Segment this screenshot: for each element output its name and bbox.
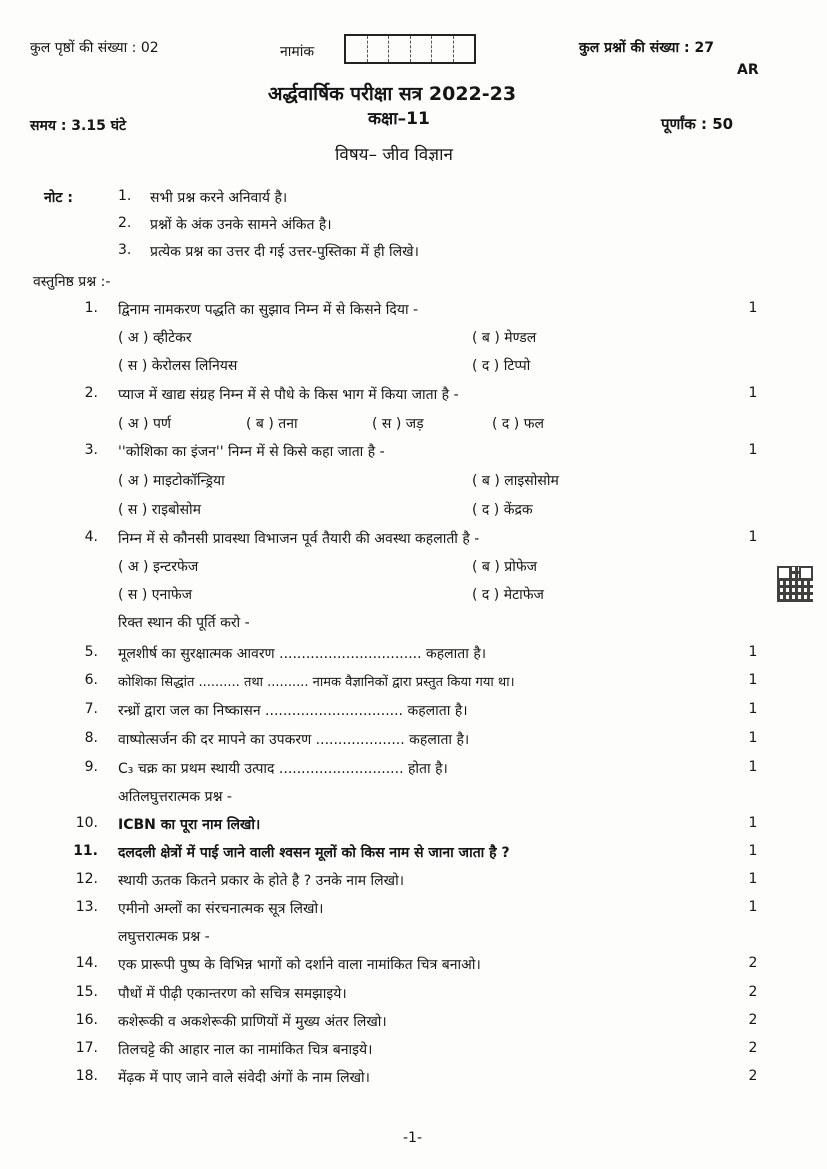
question-number: 17. — [75, 1040, 98, 1056]
question-row — [0, 1040, 827, 1066]
note-text: प्रश्नों के अंक उनके सामने अंकित है। — [150, 217, 332, 233]
option-a: ( अ ) पर्ण — [118, 416, 172, 432]
question-number: 11. — [73, 843, 98, 859]
question-number: 10. — [75, 815, 98, 831]
question-text: रन्ध्रों द्वारा जल का निष्कासन ............................... कहलाता है। — [118, 703, 468, 719]
question-row — [0, 701, 827, 727]
question-number: 8. — [84, 730, 98, 746]
question-text: C₃ चक्र का प्रथम स्थायी उत्पाद ............................ होता है। — [118, 761, 448, 777]
option-c: ( स ) राइबोसोम — [118, 502, 202, 518]
time-label: समय : 3.15 घंटे — [30, 118, 127, 134]
question-row — [0, 815, 827, 841]
section-heading-fill-blanks: रिक्त स्थान की पूर्ति करो - — [118, 615, 250, 631]
question-marks: 1 — [748, 385, 758, 401]
question-row — [0, 644, 827, 670]
note-text: प्रत्येक प्रश्न का उत्तर दी गई उत्तर-पुस्तिका में ही लिखे। — [150, 244, 419, 260]
question-text: ''कोशिका का इंजन'' निम्न में से किसे कहा जाता है - — [118, 444, 385, 460]
option-b: ( ब ) मेण्डल — [472, 330, 537, 346]
question-text: पौधों में पीढ़ी एकान्तरण को सचित्र समझाइये। — [118, 986, 347, 1002]
question-row — [0, 1068, 827, 1094]
question-number: 9. — [84, 759, 98, 775]
option-b: ( ब ) प्रोफेज — [472, 559, 538, 575]
question-row — [0, 1012, 827, 1038]
paper-code: AR — [737, 62, 759, 78]
option-a: ( अ ) माइटोकॉन्ड्रिया — [118, 473, 225, 489]
question-text: द्विनाम नामकरण पद्धति का सुझाव निम्न में से किसने दिया - — [118, 302, 419, 318]
question-number: 3. — [84, 442, 98, 458]
question-marks: 1 — [748, 644, 758, 660]
question-marks: 1 — [748, 701, 758, 717]
question-text: मेंढ़क में पाए जाने वाले संवेदी अंगों के नाम लिखो। — [118, 1070, 370, 1086]
question-number: 18. — [75, 1068, 98, 1084]
class-label: कक्षा–11 — [368, 109, 430, 129]
question-marks: 1 — [748, 899, 758, 915]
question-number: 1. — [84, 300, 98, 316]
question-row — [0, 871, 827, 897]
question-marks: 2 — [748, 1040, 758, 1056]
question-row — [0, 385, 827, 411]
option-a: ( अ ) इन्टरफेज — [118, 559, 199, 575]
option-d: ( द ) केंद्रक — [472, 502, 533, 518]
section-heading-objective: वस्तुनिष्ठ प्रश्न :- — [33, 274, 111, 290]
question-number: 14. — [75, 955, 98, 971]
question-number: 12. — [75, 871, 98, 887]
question-marks: 1 — [748, 815, 758, 831]
question-text: तिलचट्टे की आहार नाल का नामांकित चित्र बनाइये। — [118, 1042, 373, 1058]
question-number: 7. — [84, 701, 98, 717]
question-number: 4. — [84, 529, 98, 545]
section-heading-short: लघुत्तरात्मक प्रश्न - — [118, 929, 210, 945]
qr-code — [777, 566, 813, 602]
question-text: निम्न में से कौनसी प्रावस्था विभाजन पूर्व तैयारी की अवस्था कहलाती है - — [118, 531, 480, 547]
question-marks: 1 — [748, 529, 758, 545]
note-label: नोट : — [44, 190, 73, 206]
note-number: 1. — [118, 188, 132, 204]
option-d: ( द ) टिप्पो — [472, 358, 531, 374]
question-marks: 1 — [748, 300, 758, 316]
roll-number-label: नामांक — [280, 44, 315, 60]
question-row — [0, 955, 827, 981]
note-text: सभी प्रश्न करने अनिवार्य है। — [150, 190, 288, 206]
question-marks: 1 — [748, 843, 758, 859]
question-text: प्याज में खाद्य संग्रह निम्न में से पौधे के किस भाग में किया जाता है - — [118, 387, 459, 403]
question-number: 2. — [84, 385, 98, 401]
question-text: कशेरूकी व अकशेरूकी प्राणियों में मुख्य अंतर लिखो। — [118, 1014, 387, 1030]
exam-title: अर्द्धवार्षिक परीक्षा सत्र 2022-23 — [268, 83, 517, 105]
question-row — [0, 730, 827, 756]
option-c: ( स ) केरोलस लिनियस — [118, 358, 238, 374]
question-row — [0, 529, 827, 555]
option-b: ( ब ) लाइसोसोम — [472, 473, 559, 489]
question-row — [0, 843, 827, 869]
question-text: कोशिका सिद्धांत .......... तथा .......... नामक वैज्ञानिकों द्वारा प्रस्तुत किया गया था। — [118, 675, 515, 690]
question-number: 13. — [75, 899, 98, 915]
option-a: ( अ ) व्हीटेकर — [118, 330, 192, 346]
full-marks: पूर्णांक : 50 — [661, 115, 734, 133]
question-marks: 1 — [748, 759, 758, 775]
roll-number-box — [344, 34, 476, 64]
question-number: 6. — [84, 672, 98, 688]
question-marks: 1 — [748, 442, 758, 458]
option-d: ( द ) मेटाफेज — [472, 587, 544, 603]
option-c: ( स ) जड़ — [372, 416, 424, 432]
question-number: 16. — [75, 1012, 98, 1028]
question-marks: 2 — [748, 1068, 758, 1084]
question-text: एमीनो अम्लों का संरचनात्मक सूत्र लिखो। — [118, 901, 324, 917]
question-number: 5. — [84, 644, 98, 660]
note-number: 3. — [118, 242, 132, 258]
question-text: मूलशीर्ष का सुरक्षात्मक आवरण ................................ कहलाता है। — [118, 646, 487, 662]
question-text: एक प्रारूपी पुष्प के विभिन्न भागों को दर्शाने वाला नामांकित चित्र बनाओ। — [118, 957, 481, 973]
option-c: ( स ) एनाफेज — [118, 587, 193, 603]
question-text: दलदली क्षेत्रों में पाई जाने वाली श्वसन मूलों को किस नाम से जाना जाता है ? — [118, 845, 510, 861]
question-text: वाष्पोत्सर्जन की दर मापने का उपकरण .................... कहलाता है। — [118, 732, 470, 748]
total-questions: कुल प्रश्नों की संख्या : 27 — [579, 40, 714, 56]
question-text: ICBN का पूरा नाम लिखो। — [118, 817, 261, 833]
subject-title: विषय– जीव विज्ञान — [335, 145, 453, 165]
option-d: ( द ) फल — [492, 416, 544, 432]
section-heading-very-short: अतिलघुत्तरात्मक प्रश्न - — [118, 789, 232, 805]
question-row — [0, 300, 827, 326]
page-number: -1- — [403, 1130, 423, 1146]
option-b: ( ब ) तना — [246, 416, 298, 432]
question-marks: 2 — [748, 984, 758, 1000]
question-row — [0, 672, 827, 698]
question-number: 15. — [75, 984, 98, 1000]
note-number: 2. — [118, 215, 132, 231]
question-marks: 2 — [748, 955, 758, 971]
question-row — [0, 759, 827, 785]
question-marks: 1 — [748, 730, 758, 746]
total-pages: कुल पृष्ठों की संख्या : 02 — [30, 40, 159, 56]
question-text: स्थायी ऊतक कितने प्रकार के होते है ? उनके नाम लिखो। — [118, 873, 405, 889]
question-row — [0, 899, 827, 925]
question-marks: 1 — [748, 672, 758, 688]
question-row — [0, 984, 827, 1010]
question-marks: 1 — [748, 871, 758, 887]
question-marks: 2 — [748, 1012, 758, 1028]
question-row — [0, 442, 827, 468]
